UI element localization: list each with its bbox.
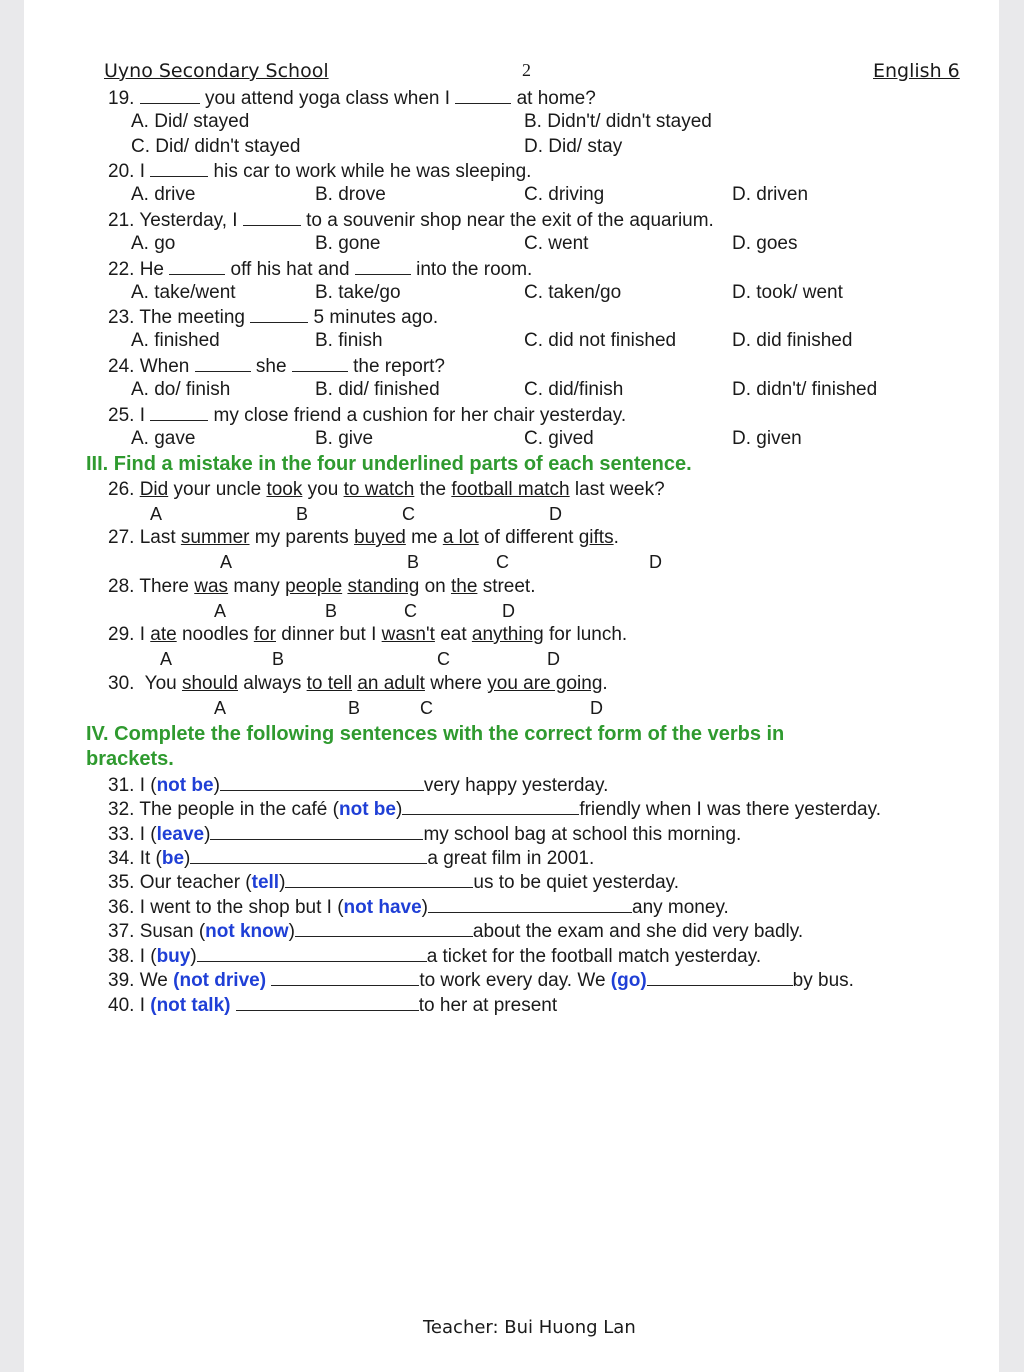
question-23: 23. The meeting 5 minutes ago. <box>108 307 439 328</box>
question-35: 35. Our teacher (tell) us to be quiet yesterday. <box>108 872 680 893</box>
label-c[interactable]: C <box>496 552 509 572</box>
answer-blank[interactable] <box>236 994 419 1011</box>
question-30: 30. You should always to tell an adult where you are going. <box>108 673 608 694</box>
question-28: 28. There was many people standing on the street. <box>108 576 536 597</box>
question-19: 19. you attend yoga class when I at home? <box>108 88 596 109</box>
question-34: 34. It (be) a great film in 2001. <box>108 848 595 869</box>
question-38: 38. I (buy) a ticket for the football match yesterday. <box>108 946 762 967</box>
answer-blank[interactable] <box>220 774 424 791</box>
option-c[interactable]: C. did/finish <box>524 379 624 400</box>
option-c[interactable]: C. Did/ didn't stayed <box>131 136 301 157</box>
option-d[interactable]: D. didn't/ finished <box>732 379 878 400</box>
option-a[interactable]: A. do/ finish <box>131 379 231 400</box>
option-b[interactable]: B. give <box>315 428 374 449</box>
question-22: 22. He off his hat and into the room. <box>108 259 533 280</box>
question-37: 37. Susan (not know) about the exam and she did very badly. <box>108 921 804 942</box>
option-a[interactable]: A. gave <box>131 428 196 449</box>
answer-blank[interactable] <box>285 871 473 888</box>
question-21: 21. Yesterday, I to a souvenir shop near the exit of the aquarium. <box>108 210 714 231</box>
option-d[interactable]: D. took/ went <box>732 282 843 303</box>
answer-blank[interactable] <box>169 258 225 275</box>
answer-blank[interactable] <box>402 798 579 815</box>
option-c[interactable]: C. gived <box>524 428 594 449</box>
question-20: 20. I his car to work while he was sleeping. <box>108 161 532 182</box>
question-33: 33. I (leave) my school bag at school this morning. <box>108 824 742 845</box>
label-a[interactable]: A <box>160 649 173 669</box>
option-c[interactable]: C. went <box>524 233 589 254</box>
question-32: 32. The people in the café (not be) friendly when I was there yesterday. <box>108 799 881 820</box>
label-b[interactable]: B <box>325 601 338 621</box>
label-a[interactable]: A <box>214 698 227 718</box>
label-d[interactable]: D <box>590 698 603 718</box>
option-a[interactable]: A. finished <box>131 330 220 351</box>
answer-blank[interactable] <box>455 87 511 104</box>
teacher-name: Teacher: Bui Huong Lan <box>423 1317 636 1338</box>
answer-blank[interactable] <box>243 209 301 226</box>
question-25: 25. I my close friend a cushion for her chair yesterday. <box>108 405 627 426</box>
option-c[interactable]: C. driving <box>524 184 605 205</box>
label-b[interactable]: B <box>348 698 361 718</box>
section-4-heading-cont: brackets. <box>86 748 174 770</box>
label-d[interactable]: D <box>549 504 562 524</box>
option-d[interactable]: D. Did/ stay <box>524 136 623 157</box>
option-a[interactable]: A. Did/ stayed <box>131 111 250 132</box>
option-a[interactable]: A. take/went <box>131 282 236 303</box>
answer-blank[interactable] <box>295 920 473 937</box>
answer-blank[interactable] <box>210 823 423 840</box>
label-c[interactable]: C <box>420 698 433 718</box>
answer-blank[interactable] <box>428 896 632 913</box>
option-a[interactable]: A. go <box>131 233 176 254</box>
label-d[interactable]: D <box>649 552 662 572</box>
answer-blank[interactable] <box>190 847 427 864</box>
option-b[interactable]: B. take/go <box>315 282 401 303</box>
label-a[interactable]: A <box>214 601 227 621</box>
answer-blank[interactable] <box>355 258 411 275</box>
option-b[interactable]: B. finish <box>315 330 383 351</box>
answer-blank[interactable] <box>150 160 208 177</box>
label-b[interactable]: B <box>272 649 285 669</box>
question-24: 24. When she the report? <box>108 356 445 377</box>
question-40: 40. I (not talk) to her at present <box>108 995 558 1016</box>
question-29: 29. I ate noodles for dinner but I wasn't eat anything for lunch. <box>108 624 628 645</box>
question-39: 39. We (not drive) to work every day. We (go) by bus. <box>108 970 854 991</box>
label-c[interactable]: C <box>402 504 415 524</box>
answer-blank[interactable] <box>195 355 251 372</box>
answer-blank[interactable] <box>250 306 308 323</box>
option-d[interactable]: D. goes <box>732 233 798 254</box>
answer-blank[interactable] <box>271 969 419 986</box>
page-number: 2 <box>522 60 531 80</box>
label-b[interactable]: B <box>296 504 309 524</box>
label-d[interactable]: D <box>502 601 515 621</box>
option-c[interactable]: C. taken/go <box>524 282 622 303</box>
option-d[interactable]: D. did finished <box>732 330 853 351</box>
section-4-heading: IV. Complete the following sentences with the correct form of the verbs in <box>86 723 785 745</box>
label-a[interactable]: A <box>150 504 163 524</box>
option-d[interactable]: D. given <box>732 428 802 449</box>
label-b[interactable]: B <box>407 552 420 572</box>
subject-name: English 6 <box>873 60 960 82</box>
worksheet-page <box>24 0 999 1372</box>
answer-blank[interactable] <box>140 87 200 104</box>
answer-blank[interactable] <box>292 355 348 372</box>
option-a[interactable]: A. drive <box>131 184 196 205</box>
label-c[interactable]: C <box>404 601 417 621</box>
option-d[interactable]: D. driven <box>732 184 809 205</box>
option-b[interactable]: B. Didn't/ didn't stayed <box>524 111 712 132</box>
option-b[interactable]: B. gone <box>315 233 381 254</box>
answer-blank[interactable] <box>197 945 427 962</box>
answer-blank[interactable] <box>150 404 208 421</box>
label-a[interactable]: A <box>220 552 233 572</box>
option-c[interactable]: C. did not finished <box>524 330 677 351</box>
section-3-heading: III. Find a mistake in the four underlined parts of each sentence. <box>86 453 692 475</box>
label-c[interactable]: C <box>437 649 450 669</box>
option-b[interactable]: B. drove <box>315 184 386 205</box>
option-b[interactable]: B. did/ finished <box>315 379 440 400</box>
answer-blank[interactable] <box>647 969 793 986</box>
question-36: 36. I went to the shop but I (not have) any money. <box>108 897 729 918</box>
school-name: Uyno Secondary School <box>104 60 329 82</box>
question-27: 27. Last summer my parents buyed me a lot of different gifts. <box>108 527 619 548</box>
question-26: 26. Did your uncle took you to watch the football match last week? <box>108 479 665 500</box>
question-31: 31. I (not be) very happy yesterday. <box>108 775 609 796</box>
label-d[interactable]: D <box>547 649 560 669</box>
